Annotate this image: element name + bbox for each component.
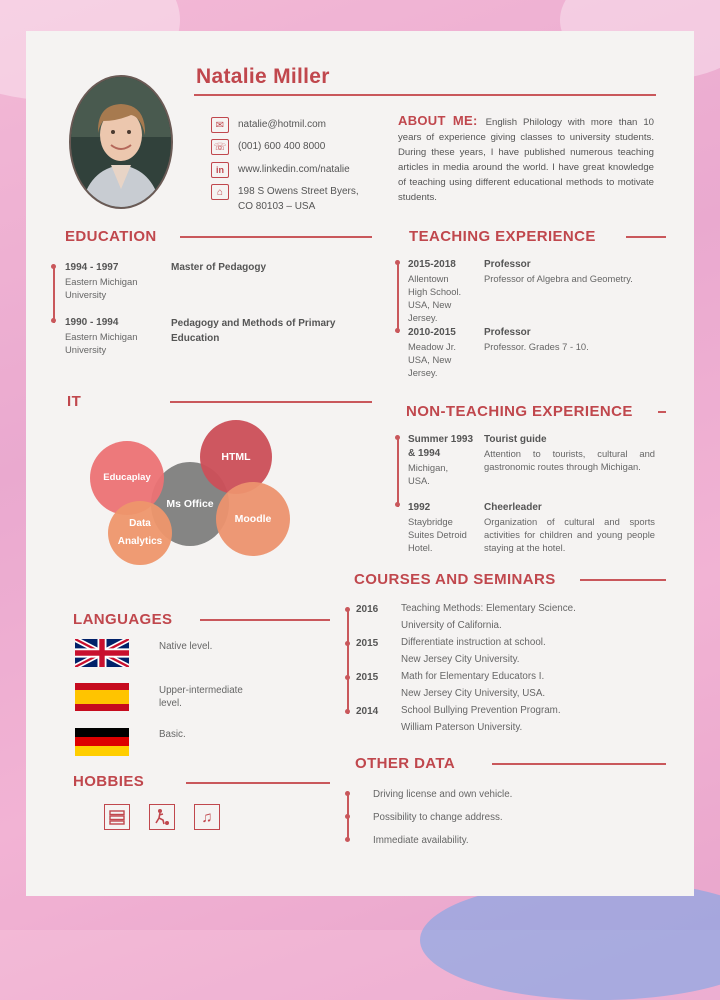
background-shape (420, 880, 720, 1000)
course-place: New Jersey City University, USA. (401, 688, 546, 699)
uk-flag-icon (75, 639, 129, 667)
home-icon: ⌂ (211, 184, 229, 200)
education-degree: Master of Pedagogy (171, 262, 267, 273)
about-section (398, 113, 654, 205)
timeline-dot (51, 264, 56, 269)
teaching-role: Professor (484, 259, 531, 270)
course-name: Math for Elementary Educators I. (401, 671, 545, 682)
course-place: University of California. (401, 620, 502, 631)
other-data-item: Driving license and own vehicle. (373, 789, 513, 800)
non-teaching-role: Cheerleader (484, 502, 542, 513)
teaching-years: 2010-2015 (408, 327, 456, 338)
timeline-dot (345, 814, 350, 819)
course-year: 2015 (356, 638, 379, 649)
teaching-rule (626, 236, 666, 238)
teaching-place: Allentown High School. USA, New Jersey. (408, 273, 462, 323)
skill-bubble-educaplay: Educaplay (90, 441, 164, 515)
education-rule (180, 236, 372, 238)
language-level: Upper-intermediate level. (159, 685, 243, 709)
education-place: Eastern Michigan University (65, 331, 138, 355)
timeline-dot (345, 607, 350, 612)
language-level: Native level. (159, 641, 213, 652)
education-degree: Pedagogy and Methods of Primary Education (171, 318, 336, 344)
other-data-item: Possibility to change address. (373, 812, 503, 823)
non-teaching-place: Staybridge Suites Detroid Hotel. (408, 516, 467, 553)
non-teaching-timeline (397, 437, 399, 507)
skill-bubble-ms-office: Ms Office (151, 462, 229, 546)
timeline-dot (51, 318, 56, 323)
teaching-title: TEACHING EXPERIENCE (409, 228, 596, 245)
course-year: 2016 (356, 604, 379, 615)
email-text: natalie@hotmil.com (238, 119, 326, 130)
timeline-dot (345, 675, 350, 680)
hobbies-rule (186, 782, 330, 784)
email-icon: ✉ (211, 117, 229, 133)
education-years: 1994 - 1997 (65, 262, 119, 273)
education-years: 1990 - 1994 (65, 317, 119, 328)
languages-rule (200, 619, 330, 621)
non-teaching-title: NON-TEACHING EXPERIENCE (406, 403, 633, 420)
timeline-dot (345, 641, 350, 646)
address-line2: CO 80103 – USA (238, 201, 316, 212)
about-text: English Philology with more than 10 years of experience giving classes to university students. During these years, I have published numerous teaching articles in media around the world. I have great knowledge of teaching using different educational methods to motivate students. (398, 117, 654, 203)
other-data-rule (492, 763, 666, 765)
non-teaching-desc: Attention to tourists, cultural and gastronomic routes through Michigan. (484, 448, 655, 472)
linkedin-icon: in (211, 162, 229, 178)
education-timeline (53, 267, 55, 323)
courses-title: COURSES AND SEMINARS (354, 571, 556, 588)
phone-text: (001) 600 400 8000 (238, 141, 326, 152)
resume-page (26, 31, 694, 896)
teaching-desc: Professor. Grades 7 - 10. (484, 341, 589, 352)
books-icon (104, 804, 130, 830)
name-underline (194, 94, 656, 96)
timeline-dot (395, 260, 400, 265)
timeline-dot (395, 328, 400, 333)
address-line1: 198 S Owens Street Byers, (238, 186, 359, 197)
education-place: Eastern Michigan University (65, 276, 138, 300)
course-year: 2014 (356, 706, 379, 717)
football-icon (149, 804, 175, 830)
it-title: IT (67, 393, 82, 410)
timeline-dot (395, 502, 400, 507)
teaching-place: Meadow Jr. USA, New Jersey. (408, 341, 456, 378)
non-teaching-years: Summer 1993 & 1994 (408, 434, 474, 459)
it-rule (170, 401, 372, 403)
course-year: 2015 (356, 672, 379, 683)
skill-bubble-moodle: Moodle (216, 482, 290, 556)
timeline-dot (345, 791, 350, 796)
music-icon: ♫ (194, 804, 220, 830)
course-place: William Paterson University. (401, 722, 523, 733)
other-data-item: Immediate availability. (373, 835, 469, 846)
candidate-name: Natalie Miller (196, 65, 330, 88)
linkedin-text: www.linkedin.com/natalie (238, 164, 350, 175)
hobbies-title: HOBBIES (73, 773, 145, 790)
non-teaching-years: 1992 (408, 502, 431, 513)
about-title: ABOUT ME: (398, 113, 478, 128)
spain-flag-icon (75, 683, 129, 711)
course-name: Teaching Methods: Elementary Science. (401, 603, 576, 614)
course-name: Differentiate instruction at school. (401, 637, 546, 648)
non-teaching-rule (658, 411, 666, 413)
teaching-timeline (397, 262, 399, 333)
teaching-years: 2015-2018 (408, 259, 456, 270)
other-data-title: OTHER DATA (355, 755, 456, 772)
languages-title: LANGUAGES (73, 611, 173, 628)
teaching-role: Professor (484, 327, 531, 338)
non-teaching-role: Tourist guide (484, 434, 547, 445)
course-name: School Bullying Prevention Program. (401, 705, 561, 716)
teaching-desc: Professor of Algebra and Geometry. (484, 273, 633, 284)
course-place: New Jersey City University. (401, 654, 520, 665)
education-title: EDUCATION (65, 228, 157, 245)
timeline-dot (345, 837, 350, 842)
germany-flag-icon (75, 728, 129, 756)
language-level: Basic. (159, 729, 186, 740)
non-teaching-desc: Organization of cultural and sports activities for children and young people staying at the hotel. (484, 516, 655, 553)
courses-timeline (347, 609, 349, 714)
skill-bubble-data-analytics: Data Analytics (108, 501, 172, 565)
timeline-dot (345, 709, 350, 714)
courses-rule (580, 579, 666, 581)
profile-photo (69, 75, 173, 209)
timeline-dot (395, 435, 400, 440)
phone-icon: ☏ (211, 139, 229, 155)
skill-bubble-html: HTML (200, 420, 272, 494)
non-teaching-place: Michigan, USA. (408, 462, 449, 486)
